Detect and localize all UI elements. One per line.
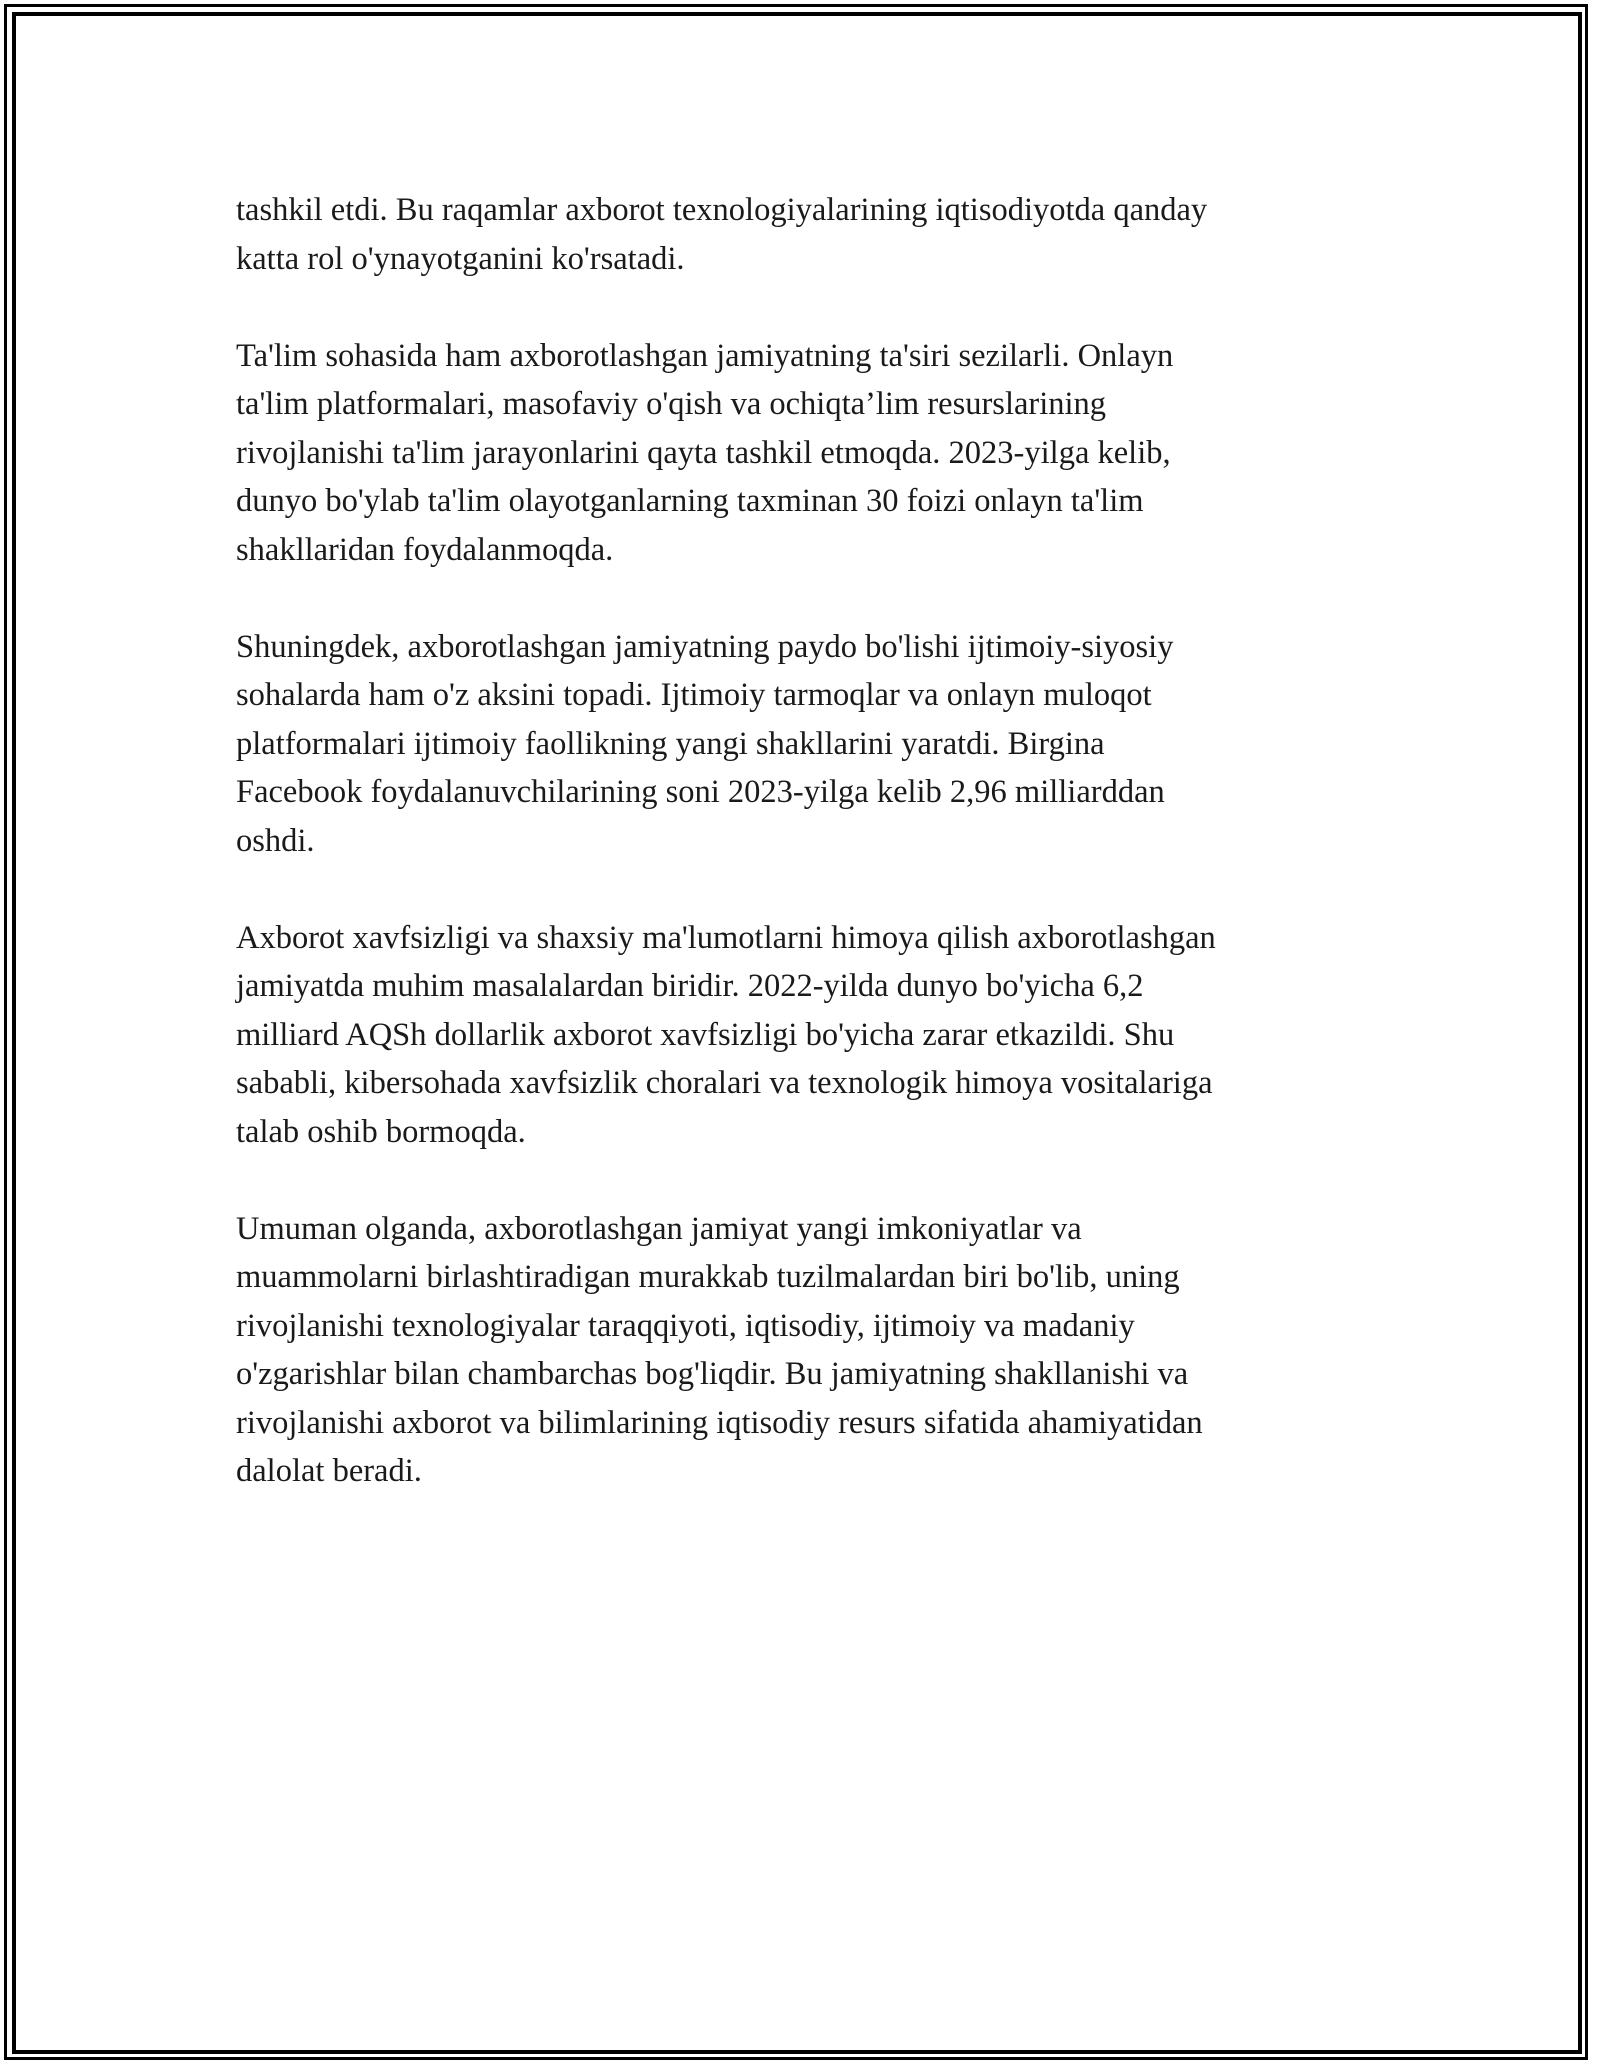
document-body	[236, 186, 1376, 1544]
paragraph-5: Umuman olganda, axborotlashgan jamiyat yangi imkoniyatlar va muammolarni birlashtiradigan murakkab tuzilmalardan biri bo'lib, uning rivojlanishi texnologiyalar taraqqiyoti, iqtisodiy, ijtimoiy va madaniy o'zgarishlar bilan chambarchas bog'liqdir. Bu jamiyatning shakllanishi va rivojlanishi axborot va bilimlarining iqtisodiy resurs sifatida ahamiyatidan dalolat beradi.	[236, 1210, 1203, 1489]
paragraph-4: Axborot xavfsizligi va shaxsiy ma'lumotlarni himoya qilish axborotlashgan jamiyatda muhim masalalardan biridir. 2022-yilda dunyo bo'yicha 6,2 milliard AQSh dollarlik axborot xavfsizligi bo'yicha zarar etkazildi. Shu sababli, kibersohada xavfsizlik choralari va texnologik himoya vositalariga talab oshib bormoqda.	[236, 919, 1216, 1150]
paragraph-2: Ta'lim sohasida ham axborotlashgan jamiyatning ta'siri sezilarli. Onlayn ta'lim platformalari, masofaviy o'qish va ochiqta’lim resurslarining rivojlanishi ta'lim jarayonlarini qayta tashkil etmoqda. 2023-yilga kelib, dunyo bo'ylab ta'lim olayotganlarning taxminan 30 foizi onlayn ta'lim shakllaridan foydalanmoqda.	[236, 337, 1174, 568]
paragraph-1: tashkil etdi. Bu raqamlar axborot texnologiyalarining iqtisodiyotda qanday katta rol o'ynayotganini ko'rsatadi.	[236, 192, 1208, 277]
paragraph-3: Shuningdek, axborotlashgan jamiyatning paydo bo'lishi ijtimoiy-siyosiy sohalarda ham o'z aksini topadi. Ijtimoiy tarmoqlar va onlayn muloqot platformalari ijtimoiy faollikning yangi shakllarini yaratdi. Birgina Facebook foydalanuvchilarining soni 2023-yilga kelib 2,96 milliarddan oshdi.	[236, 628, 1174, 859]
